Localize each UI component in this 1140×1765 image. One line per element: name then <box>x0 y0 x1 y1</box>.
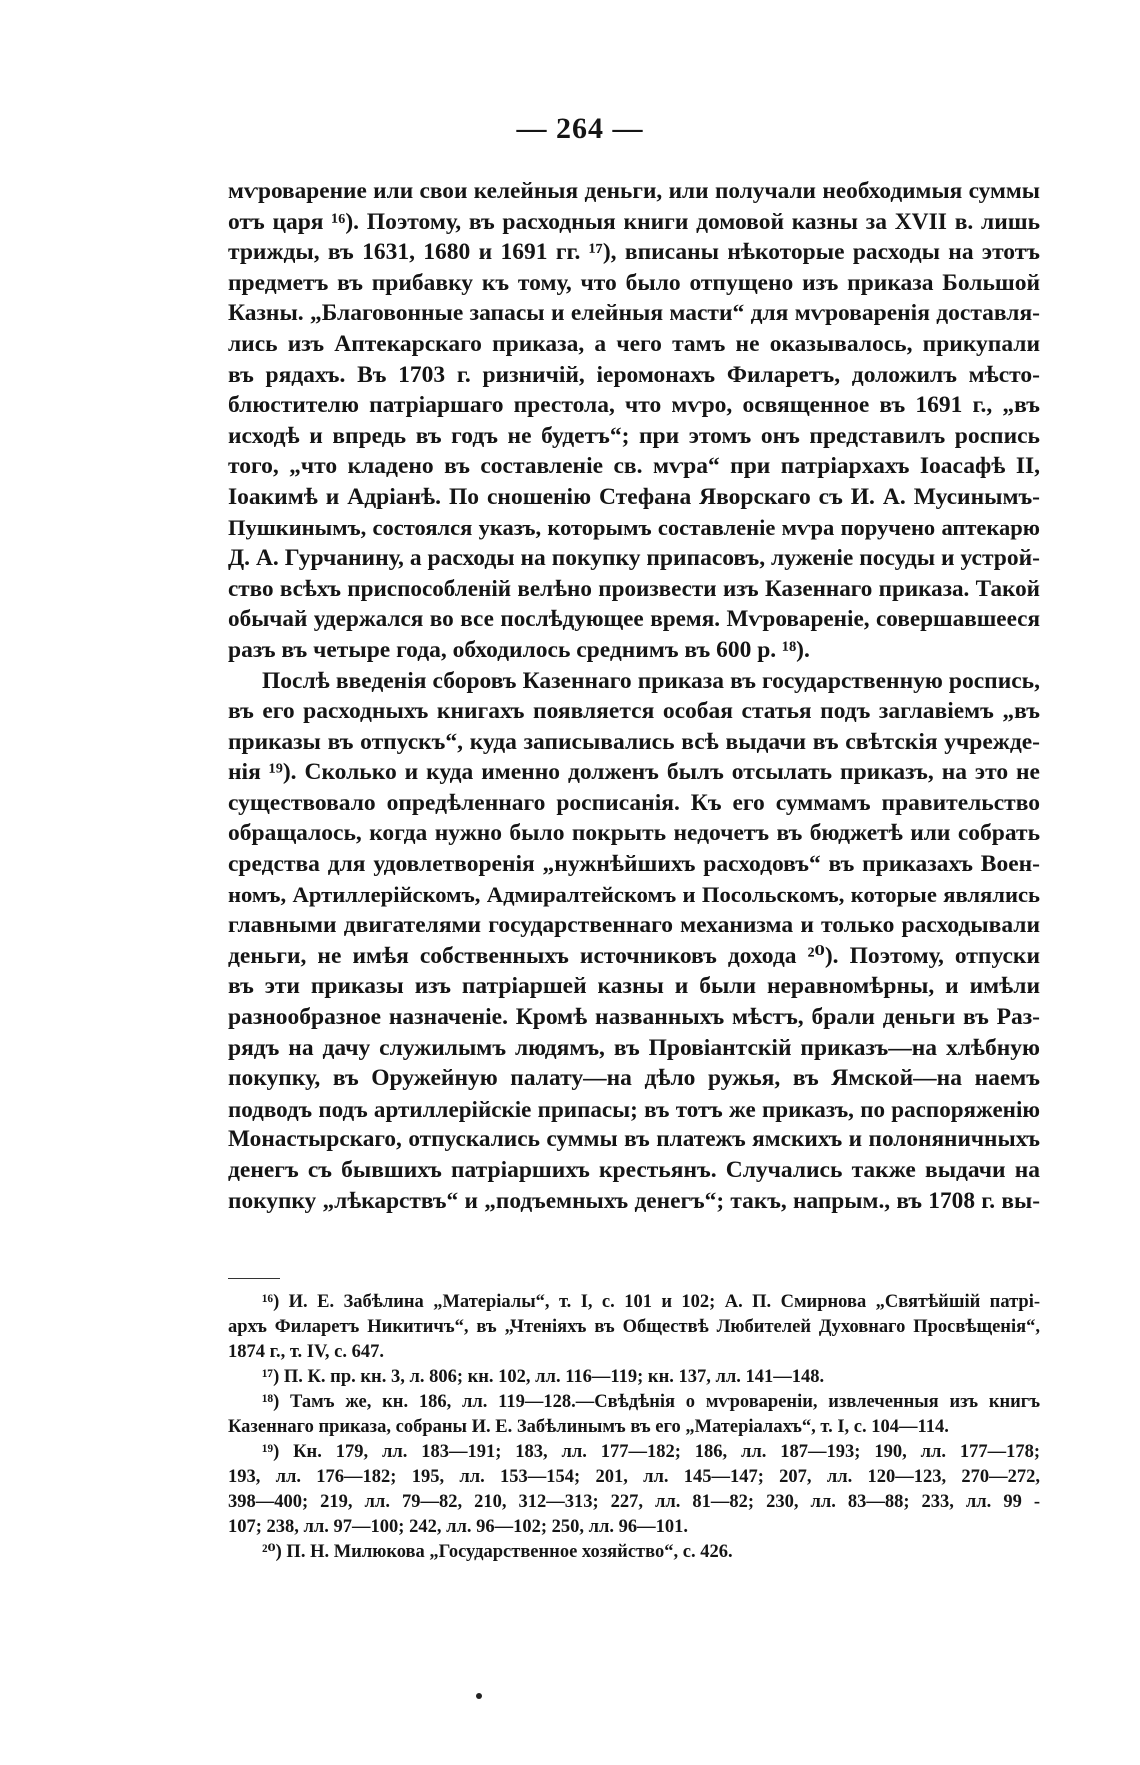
text-line: Д. А. Гурчанину, а расходы на покупку припасовъ, луженіе посуды и устрой- <box>228 545 1040 572</box>
text-line: исходѣ и впредь въ годъ не будетъ“; при этомъ онъ представилъ роспись <box>228 422 1040 449</box>
text-line: денегъ съ бывшихъ патріаршихъ крестьянъ. Случались также выдачи на <box>228 1157 1040 1183</box>
text-line: покупку, въ Оружейную палату—на дѣло ружья, въ Ямской—на наемъ <box>228 1065 1040 1092</box>
text-line: Іоакимѣ и Адріанѣ. По сношенію Стефана Яворскаго съ И. А. Мусинымъ- <box>228 483 1040 510</box>
footnote-16: ¹⁶) И. Е. Забѣлина „Матеріалы“, т. I, с. 101 и 102; А. П. Смирнова „Святѣйшій патрі- <box>262 1292 1040 1312</box>
footnote-line: 1874 г., т. IV, с. 647. <box>228 1342 385 1362</box>
paragraph-end-line: разъ въ четыре года, обходилось среднимъ въ 600 р. ¹⁸). <box>228 636 810 663</box>
text-line: того, „что кладено въ составленіе св. мѵра“ при патріархахъ Іоасафѣ II, <box>228 453 1040 480</box>
ink-speck <box>476 1693 482 1699</box>
paragraph-start-line: Послѣ введенія сборовъ Казеннаго приказа въ государственную роспись, <box>262 667 1040 694</box>
text-line: средства для удовлетворенія „нужнѣйшихъ расходовъ“ въ приказахъ Воен- <box>228 851 1040 878</box>
text-line: приказы въ отпускъ“, куда записывались всѣ выдачи въ свѣтскія учрежде- <box>228 728 1040 755</box>
footnote-line: архъ Филаретъ Никитичъ“, въ „Чтеніяхъ въ Обществѣ Любителей Духовнаго Просвѣщенія“, <box>228 1317 1040 1337</box>
text-line: нія ¹⁹). Сколько и куда именно долженъ былъ отсылать приказъ, на это не <box>228 759 1040 786</box>
text-line: блюстителю патріаршаго престола, что мѵро, освященное въ 1691 г., „въ <box>228 392 1040 419</box>
text-line: обычай удержался во все послѣдующее время. Мѵровареніе, совершавшееся <box>228 606 1040 633</box>
page-number: — 264 — <box>516 112 644 145</box>
footnote-19: ¹⁹) Кн. 179, лл. 183—191; 183, лл. 177—182; 186, лл. 187—193; 190, лл. 177—178; <box>262 1442 1040 1462</box>
text-line: Монастырскаго, отпускались суммы въ платежъ ямскихъ и полоняничныхъ <box>228 1126 1040 1153</box>
footnote-17: ¹⁷) П. К. пр. кн. 3, л. 806; кн. 102, лл. 116—119; кн. 137, лл. 141—148. <box>262 1367 825 1387</box>
text-line: подводъ подъ артиллерійскіе припасы; въ тотъ же приказъ, по распоряженію <box>228 1095 1040 1122</box>
text-line: деньги, не имѣя собственныхъ источниковъ дохода ²⁰). Поэтому, отпуски <box>228 942 1040 969</box>
footnote-line: 398—400; 219, лл. 79—82, 210, 312—313; 227, лл. 81—82; 230, лл. 83—88; 233, лл. 99 - <box>228 1492 1040 1512</box>
text-line: рядъ на дачу служилымъ людямъ, въ Провіантскій приказъ—на хлѣбную <box>228 1034 1040 1061</box>
footnote-line: Казеннаго приказа, собраны И. Е. Забѣлинымъ въ его „Матеріалахъ“, т. I, с. 104—114. <box>228 1417 949 1437</box>
text-line: трижды, въ 1631, 1680 и 1691 гг. ¹⁷), вписаны нѣкоторые расходы на этотъ <box>228 239 1040 266</box>
text-line: номъ, Артиллерійскомъ, Адмиралтейскомъ и Посольскомъ, которые являлись <box>228 881 1040 907</box>
text-line: Казны. „Благовонные запасы и елейныя масти“ для мѵроваренія доставля- <box>228 300 1040 327</box>
text-line: въ его расходныхъ книгахъ появляется особая статья подъ заглавіемъ „въ <box>228 698 1040 725</box>
text-line: Пушкинымъ, состоялся указъ, которымъ составленіе мѵра поручено аптекарю <box>228 514 1040 540</box>
text-line: мѵроварение или свои келейныя деньги, или получали необходимыя суммы <box>228 178 1040 204</box>
text-line: лись изъ Аптекарскаго приказа, а чего тамъ не оказывалось, прикупали <box>228 330 1040 357</box>
text-line: существовало опредѣленнаго росписанія. Къ его суммамъ правительство <box>228 789 1040 816</box>
text-line: отъ царя ¹⁶). Поэтому, въ расходныя книги домовой казны за XVII в. лишь <box>228 208 1040 235</box>
footnote-line: 193, лл. 176—182; 195, лл. 153—154; 201, лл. 145—147; 207, лл. 120—123, 270—272, <box>228 1467 1040 1487</box>
text-line: предметъ въ прибавку къ тому, что было отпущено изъ приказа Большой <box>228 269 1040 296</box>
text-line: въ рядахъ. Въ 1703 г. ризничій, іеромонахъ Филаретъ, доложилъ мѣсто- <box>228 361 1040 388</box>
footnotes <box>228 1290 1040 1565</box>
text-line: разнообразное назначеніе. Кромѣ названныхъ мѣстъ, брали деньги въ Раз- <box>228 1004 1040 1031</box>
footnote-separator <box>228 1278 280 1279</box>
text-line: ство всѣхъ приспособленій велѣно произвести изъ Казеннаго приказа. Такой <box>228 575 1040 602</box>
text-line: покупку „лѣкарствъ“ и „подъемныхъ денегъ“; такъ, напрым., въ 1708 г. вы- <box>228 1187 1040 1214</box>
footnote-20: ²⁰) П. Н. Милюкова „Государственное хозяйство“, с. 426. <box>262 1542 733 1562</box>
text-line: въ эти приказы изъ патріаршей казны и были неравномѣрны, и имѣли <box>228 973 1040 1000</box>
footnote-line: 107; 238, лл. 97—100; 242, лл. 96—102; 250, лл. 96—101. <box>228 1517 689 1537</box>
footnote-18: ¹⁸) Тамъ же, кн. 186, лл. 119—128.—Свѣдѣнія о мѵровареніи, извлеченныя изъ книгъ <box>262 1392 1040 1412</box>
text-line: обращалось, когда нужно было покрыть недочетъ въ бюджетѣ или собрать <box>228 820 1040 847</box>
text-line: главными двигателями государственнаго механизма и только расходывали <box>228 912 1040 939</box>
main-text <box>228 176 1040 1216</box>
